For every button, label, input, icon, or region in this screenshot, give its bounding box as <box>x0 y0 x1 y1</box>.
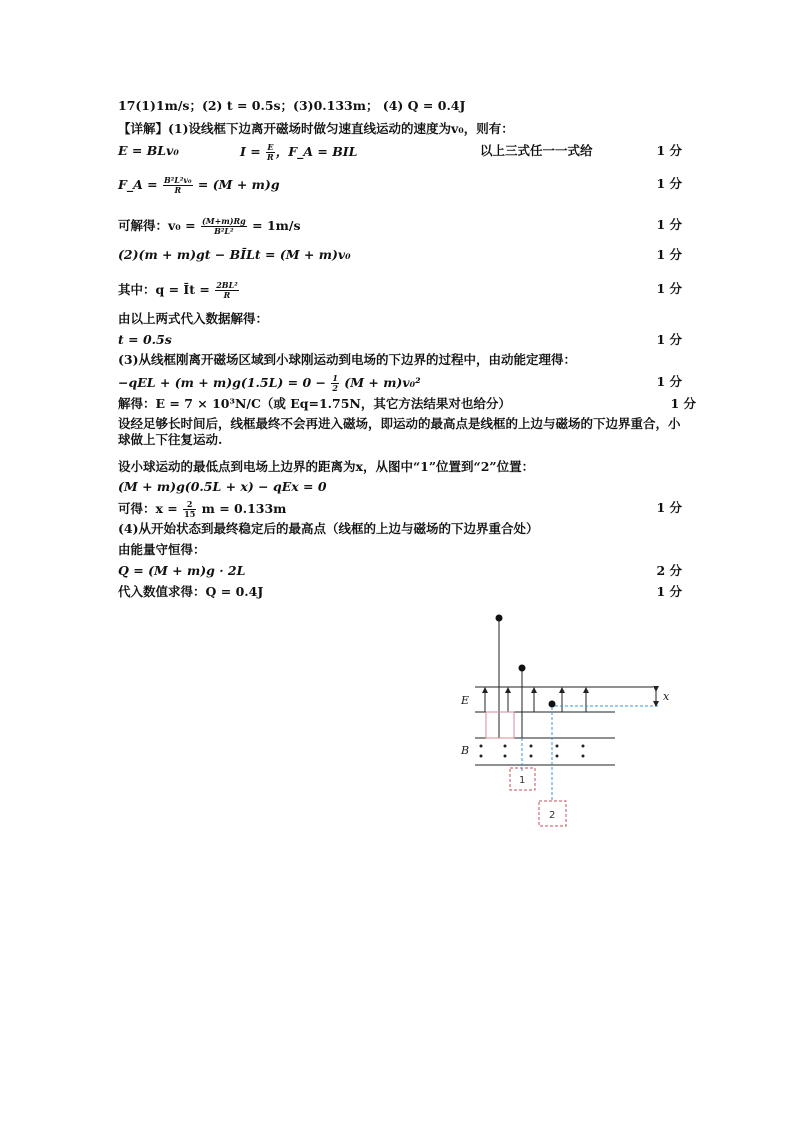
fraction: $\frac{\text{B²L²v₀}}{R}$ <box>164 175 192 195</box>
label-E: E <box>461 694 470 707</box>
physics-diagram <box>455 608 685 838</box>
fraction: $\frac{\text{2BL²}}{R}$ <box>216 280 238 300</box>
score: 1 分 <box>656 281 682 296</box>
score: 1 分 <box>656 584 682 599</box>
equation-1-current: I = $\frac{E}{R}$ ，F_A = BIL <box>240 142 358 162</box>
score: 1 分 <box>670 396 696 411</box>
frame-pink <box>486 712 514 738</box>
ball-initial <box>496 615 503 622</box>
score: 2 分 <box>656 563 682 578</box>
ball-position-1 <box>519 665 526 672</box>
fraction: $\frac{1}{2}$ <box>332 373 338 393</box>
score: 1 分 <box>656 247 682 262</box>
fraction: $\frac{2}{15}$ <box>184 499 196 519</box>
fraction: $\frac{(M+m)Rg}{\text{B²L²}}$ <box>201 216 246 236</box>
label-x: x <box>663 690 670 703</box>
diagram-svg <box>455 608 685 838</box>
score: 1 分 <box>656 217 682 232</box>
answer-page: 17(1)1m/s；(2) t = 0.5s；(3)0.133m； (4) Q = 0.4J 【详解】(1)设线框下边离开磁场时做匀速直线运动的速度为v₀，则有： E = BLv₀ I = $\frac{E}{R}$ ，F_A = BIL 以上三式任一一式给 1 分 F_A = $\frac{\text{B²L²v₀}}{R}$ = (M + m)g 1 分 可解得：v₀ = $\frac{(M+m)Rg}{\text{B²L²}}$ = 1m/s 1 分 (2)(m + m)gt − BĪLt = (M + m)v₀ 1 分 其中：q = Īt = $\frac{\text{2BL²}}{R}$ 1 分 由以上两式代入数据解得： t = 0.5s 1 分 (3)从线框刚离开磁场区域到小球刚运动到电场的下边界的过程中，由动能定理得： −qEL + (m + m)g(1.5L) = 0 − $\frac{1}{2}$ (M + m)v₀² 1 分 解得：E = 7 × 10³N/C（或 Eq=1.75N，其它方法结果对也给分） 1 分 设经足够长时间后，线框最终不会再进入磁场，即运动的最高点是线框的上边与磁场的下边界重合，小球做上下往复运动. 设小球运动的最低点到电场上边界的距离为x，从图中“1”位置到“2”位置： (M + m)g(0.5L + x) − qEx = 0 可得：x = $\frac{2}{15}$ m = 0.133m 1 分 (4)从开始状态到最终稳定后的最高点（线框的上边与磁场的下边界重合处） 由能量守恒得： Q = (M + m)g · 2L 2 分 代入数值求得：Q = 0.4J 1 分 E B x 1 2 <box>0 0 800 1132</box>
field-arrows <box>485 690 586 712</box>
box-1-label: 1 <box>519 775 526 786</box>
ball-position-2 <box>549 701 556 708</box>
score: 1 分 <box>656 500 682 515</box>
score: 1 分 <box>656 143 682 158</box>
fraction: $\frac{E}{R}$ <box>267 142 274 162</box>
score: 1 分 <box>656 332 682 347</box>
solution-paragraph-11: 设经足够长时间后，线框最终不会再进入磁场，即运动的最高点是线框的上边与磁场的下边界重合，小球做上下往复运动. <box>118 416 681 447</box>
score: 1 分 <box>656 176 682 191</box>
box-2-label: 2 <box>549 810 556 821</box>
score-note: 以上三式任一一式给 <box>480 143 593 158</box>
label-B: B <box>461 744 470 757</box>
score: 1 分 <box>656 374 682 389</box>
magnetic-dots <box>480 745 585 758</box>
